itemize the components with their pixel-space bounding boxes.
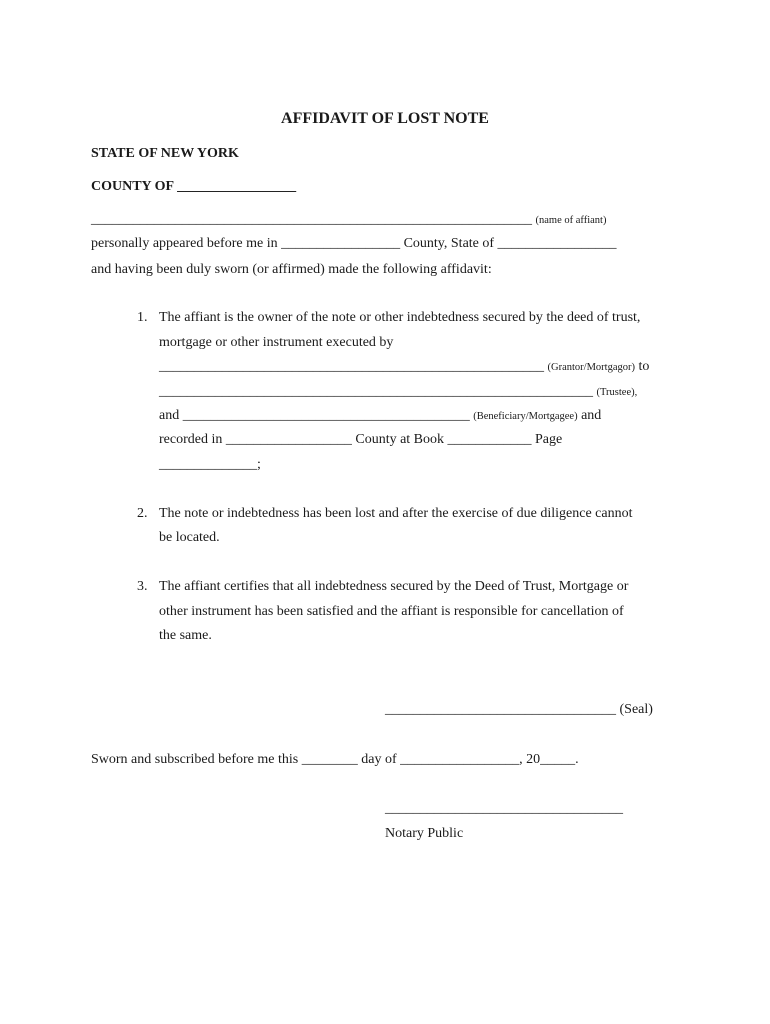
beneficiary-tail: and [581,408,602,423]
grantor-tail: to [638,359,650,374]
item-3-line-3: the same. [159,628,212,643]
notary-signature-blank[interactable]: __________________________________ [385,801,623,816]
beneficiary-line [159,407,601,426]
recorded-line: recorded in __________________ County at Book ____________ Page [159,432,563,447]
trustee-line [159,383,637,402]
item-1-number: 1. [137,310,148,325]
item-2-line-2: be located. [159,530,220,545]
beneficiary-lead: and [159,408,180,423]
beneficiary-blank[interactable]: _________________________________________ [182,408,470,423]
sworn-line: and having been duly sworn (or affirmed) made the following affidavit: [91,262,492,277]
item-3-line-1: The affiant certifies that all indebtedness secured by the Deed of Trust, Mortgage or [159,579,629,594]
subscribed-line[interactable]: Sworn and subscribed before me this ________ day of _________________, 20_____. [91,752,579,767]
appeared-line: personally appeared before me in _________________ County, State of _________________ [91,236,617,251]
item-1-line-2: mortgage or other instrument executed by [159,335,394,350]
page-blank-line[interactable]: ______________; [159,457,261,472]
item-2-line-1: The note or indebtedness has been lost and after the exercise of due diligence cannot [159,506,633,521]
grantor-line [159,358,649,377]
affiant-name-line [91,211,606,230]
state-line: STATE OF NEW YORK [91,146,239,161]
grantor-blank[interactable]: _______________________________________________________ [159,359,544,374]
item-3-line-2: other instrument has been satisfied and the affiant is responsible for cancellation of [159,604,624,619]
item-3-number: 3. [137,579,148,594]
item-1-line-1: The affiant is the owner of the note or other indebtedness secured by the deed of trust, [159,310,641,325]
item-2-number: 2. [137,506,148,521]
trustee-note: (Trustee), [596,387,638,398]
beneficiary-note: (Beneficiary/Mortgagee) [473,411,578,422]
document-title: AFFIDAVIT OF LOST NOTE [281,110,489,127]
affiant-name-blank[interactable]: _______________________________________________________________ [91,212,532,227]
seal-signature-line[interactable]: _________________________________ (Seal) [385,702,653,717]
trustee-blank[interactable]: ______________________________________________________________ [159,384,593,399]
county-line: COUNTY OF _________________ [91,179,297,194]
grantor-note: (Grantor/Mortgagor) [547,362,635,373]
affiant-name-note: (name of affiant) [535,215,607,226]
notary-public-label: Notary Public [385,826,464,841]
